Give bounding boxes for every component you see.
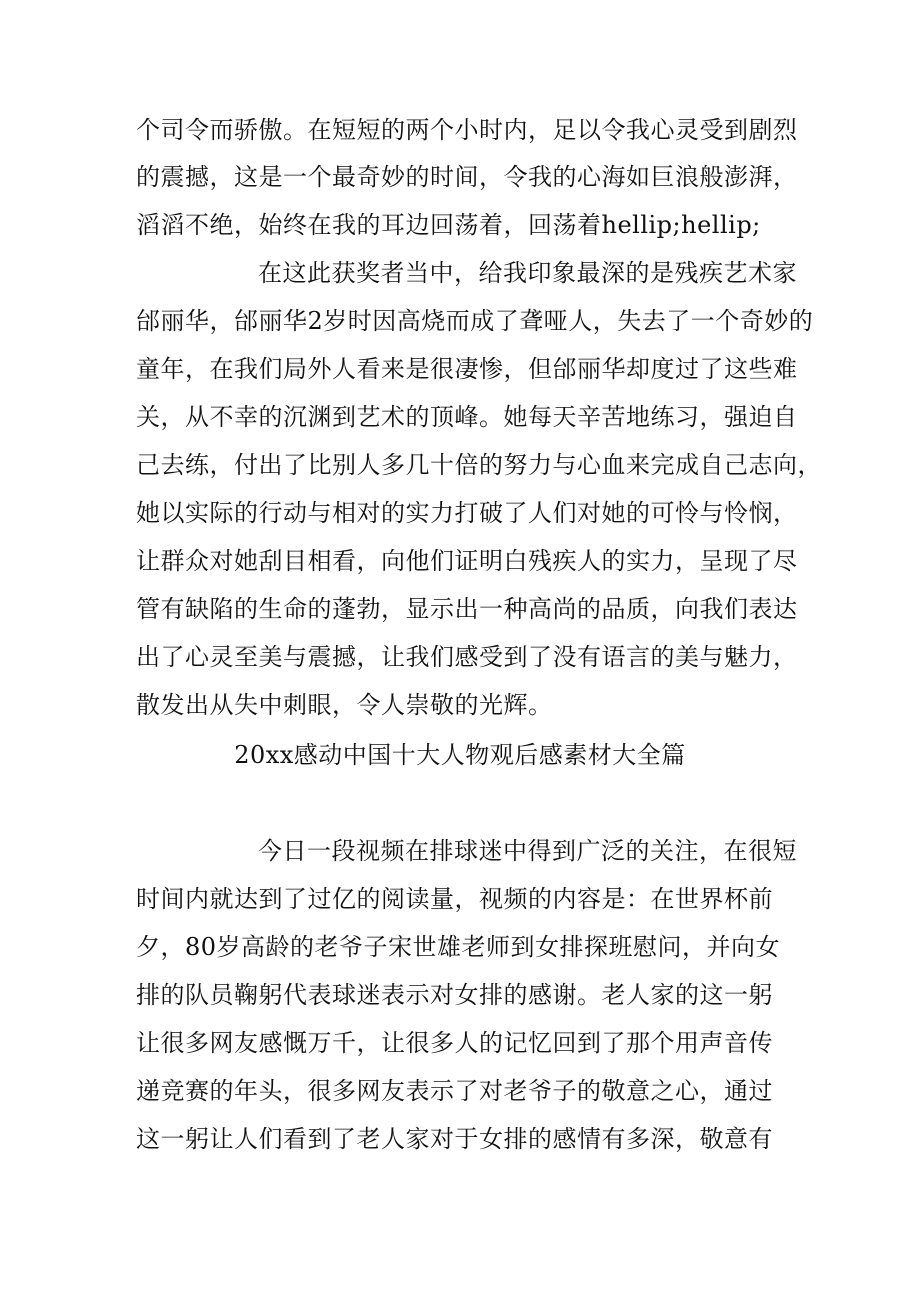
paragraph-2-line-3: 童年，在我们局外人看来是很凄惨，但邰丽华却度过了这些难 <box>136 355 798 383</box>
paragraph-3-line-7: 这一躬让人们看到了老人家对于女排的感情有多深，敬意有 <box>136 1125 773 1153</box>
paragraph-2-line-5: 己去练，付出了比别人多几十倍的努力与心血来完成自己志向， <box>136 451 822 479</box>
paragraph-3-line-1: 今日一段视频在排球迷中得到广泛的关注，在很短 <box>258 837 797 865</box>
paragraph-2-line-6: 她以实际的行动与相对的实力打破了人们对她的可怜与怜悯， <box>136 499 798 527</box>
paragraph-3-line-3: 夕，80岁高龄的老爷子宋世雄老师到女排探班慰问，并向女 <box>136 933 781 961</box>
paragraph-1-line-1: 个司令而骄傲。在短短的两个小时内，足以令我心灵受到剧烈 <box>136 116 798 144</box>
paragraph-2-line-7: 让群众对她刮目相看，向他们证明白残疾人的实力，呈现了尽 <box>136 547 798 575</box>
paragraph-2-line-4: 关，从不幸的沉渊到艺术的顶峰。她每天辛苦地练习，强迫自 <box>136 403 798 431</box>
paragraph-3-line-6: 递竞赛的年头，很多网友表示了对老爷子的敬意之心，通过 <box>136 1077 773 1105</box>
paragraph-2-line-9: 出了心灵至美与震撼，让我们感受到了没有语言的美与魅力， <box>136 643 798 671</box>
paragraph-2-line-8: 管有缺陷的生命的蓬勃，显示出一种高尚的品质，向我们表达 <box>136 595 798 623</box>
paragraph-3-line-4: 排的队员鞠躬代表球迷表示对女排的感谢。老人家的这一躬 <box>136 981 773 1009</box>
paragraph-3-line-2: 时间内就达到了过亿的阅读量，视频的内容是：在世界杯前 <box>136 885 773 913</box>
paragraph-2-line-2: 邰丽华，邰丽华2岁时因高烧而成了聋哑人，失去了一个奇妙的 <box>136 307 814 335</box>
paragraph-2-line-1: 在这此获奖者当中，给我印象最深的是残疾艺术家 <box>258 259 797 287</box>
paragraph-1-line-3: 滔滔不绝，始终在我的耳边回荡着，回荡着hellip;hellip; <box>136 211 761 239</box>
paragraph-3-line-5: 让很多网友感慨万千，让很多人的记忆回到了那个用声音传 <box>136 1029 773 1057</box>
section-title: 20xx感动中国十大人物观后感素材大全篇 <box>234 741 686 769</box>
paragraph-1-line-2: 的震撼，这是一个最奇妙的时间，令我的心海如巨浪般澎湃， <box>136 163 798 191</box>
paragraph-2-line-10: 散发出从失中刺眼，令人崇敬的光辉。 <box>136 691 553 719</box>
